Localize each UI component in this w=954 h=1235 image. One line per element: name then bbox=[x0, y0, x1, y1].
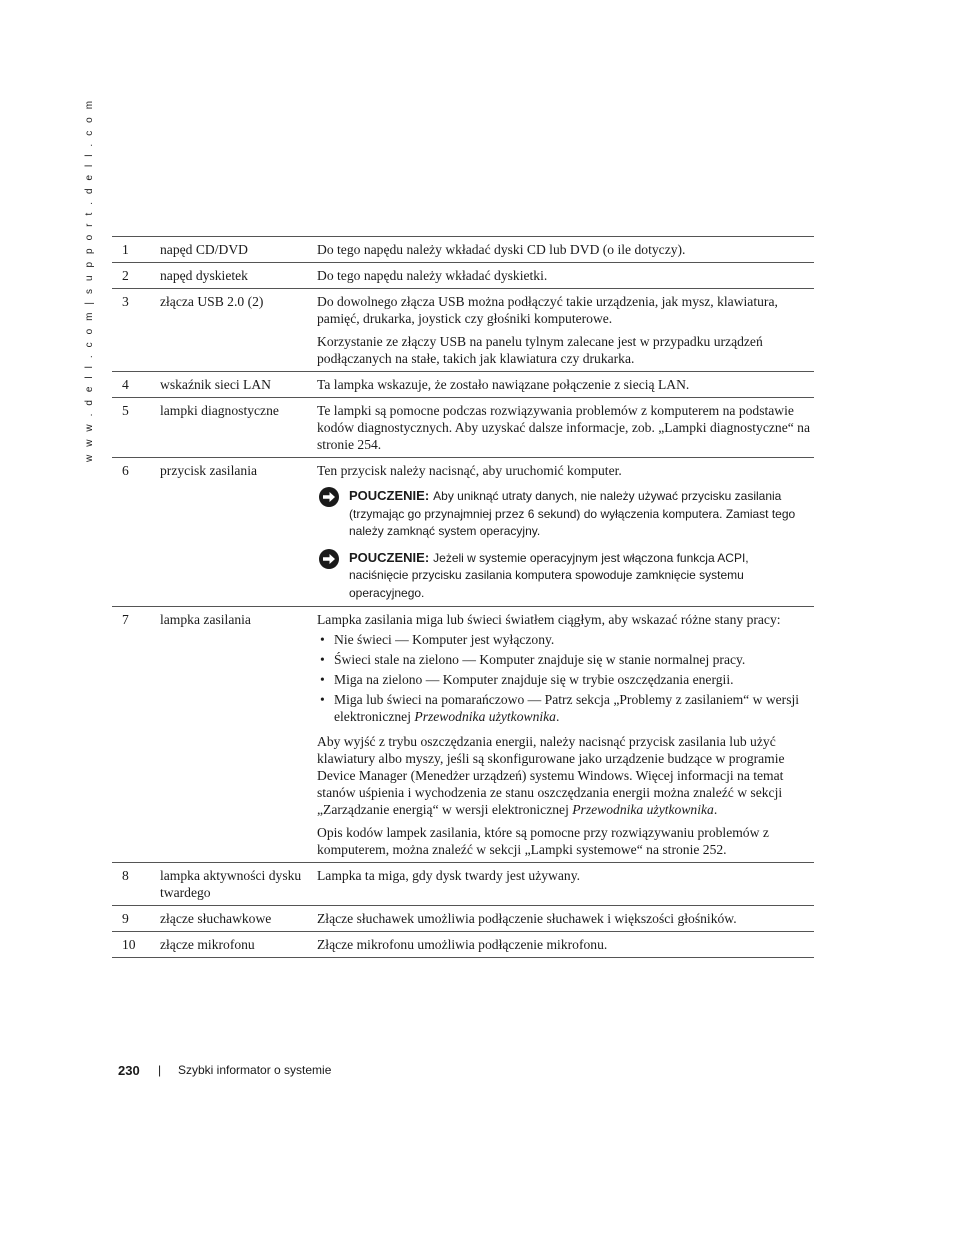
row-name: złącze mikrofonu bbox=[160, 932, 317, 958]
row-name: lampka zasilania bbox=[160, 607, 317, 863]
row-number: 8 bbox=[112, 863, 160, 906]
para-end: . bbox=[713, 802, 718, 817]
description-text: Opis kodów lampek zasilania, które są pomocne przy rozwiązywaniu problemów z komputerem, można znaleźć w sekcji „Lampki systemowe“ na stronie 252. bbox=[317, 825, 769, 857]
row-description bbox=[317, 906, 814, 932]
notice-text: Aby uniknąć utraty danych, nie należy używać przycisku zasilania (trzymając go przynajmniej przez 6 sekund) do wyłączenia komputera. Zamiast tego należy zamknąć system operacyjny. bbox=[349, 489, 796, 538]
table-row bbox=[112, 372, 814, 398]
table-row bbox=[112, 237, 814, 263]
guide-title: Przewodnika użytkownika bbox=[572, 802, 714, 817]
row-name: napęd CD/DVD bbox=[160, 237, 317, 263]
row-number: 6 bbox=[112, 458, 160, 607]
row-name: lampki diagnostyczne bbox=[160, 398, 317, 458]
list-item-text: Miga lub świeci na pomarańczowo — Patrz sekcja „Problemy z zasilaniem“ w wersji elektronicznej bbox=[334, 692, 800, 724]
description-text: Lampka zasilania miga lub świeci światłem ciągłym, aby wskazać różne stany pracy: bbox=[317, 612, 781, 627]
row-number: 9 bbox=[112, 906, 160, 932]
row-number: 10 bbox=[112, 932, 160, 958]
page-number: 230 bbox=[118, 1063, 140, 1078]
table-row bbox=[112, 932, 814, 958]
row-description bbox=[317, 458, 814, 607]
description-text: Ten przycisk należy nacisnąć, aby uruchomić komputer. bbox=[317, 463, 622, 478]
notice-label: POUCZENIE: bbox=[349, 488, 430, 503]
notice-label: POUCZENIE: bbox=[349, 549, 430, 565]
footer-separator: | bbox=[158, 1063, 162, 1077]
notice-box bbox=[317, 487, 810, 541]
notice-arrow-icon bbox=[319, 549, 339, 569]
row-name: napęd dyskietek bbox=[160, 263, 317, 289]
notice-box bbox=[317, 549, 810, 603]
notice-arrow-icon bbox=[319, 487, 339, 507]
description-text: Te lampki są pomocne podczas rozwiązywania problemów z komputerem na podstawie kodów diagnostycznych. Aby uzyskać dalsze informacje, zob. „Lampki diagnostyczne“ na stronie 254. bbox=[317, 403, 810, 452]
table-row bbox=[112, 458, 814, 607]
row-name: przycisk zasilania bbox=[160, 458, 317, 607]
list-item-end: . bbox=[555, 709, 560, 724]
guide-title: Przewodnika użytkownika bbox=[414, 709, 556, 724]
row-description bbox=[317, 237, 814, 263]
row-name: wskaźnik sieci LAN bbox=[160, 372, 317, 398]
row-description bbox=[317, 263, 814, 289]
description-text: Do tego napędu należy wkładać dyski CD lub DVD (o ile dotyczy). bbox=[317, 242, 686, 257]
table-row bbox=[112, 906, 814, 932]
row-name: złącze słuchawkowe bbox=[160, 906, 317, 932]
row-description bbox=[317, 289, 814, 372]
table-row bbox=[112, 607, 814, 863]
table-row bbox=[112, 863, 814, 906]
table-row bbox=[112, 263, 814, 289]
row-number: 7 bbox=[112, 607, 160, 863]
notice-text: Jeżeli w systemie operacyjnym jest włączona funkcja ACPI, naciśnięcie przycisku zasilania komputera spowoduje zamknięcie systemu operacyjnego. bbox=[349, 550, 749, 600]
description-text: Złącze słuchawek umożliwia podłączenie słuchawek i większości głośników. bbox=[317, 911, 737, 926]
row-description bbox=[317, 372, 814, 398]
description-text: Lampka ta miga, gdy dysk twardy jest używany. bbox=[317, 868, 581, 883]
power-state-list bbox=[317, 631, 810, 725]
description-text bbox=[317, 733, 810, 818]
row-description bbox=[317, 607, 814, 863]
table-row bbox=[112, 289, 814, 372]
row-name: złącza USB 2.0 (2) bbox=[160, 289, 317, 372]
description-text: Ta lampka wskazuje, że zostało nawiązane połączenie z siecią LAN. bbox=[317, 377, 690, 392]
description-text: Korzystanie ze złączy USB na panelu tylnym zalecane jest w przypadku urządzeń podłączanych na stałe, takich jak klawiatura czy drukarka. bbox=[317, 334, 763, 366]
components-table bbox=[112, 236, 814, 958]
description-text: Do tego napędu należy wkładać dyskietki. bbox=[317, 268, 548, 283]
row-number: 3 bbox=[112, 289, 160, 372]
row-number: 4 bbox=[112, 372, 160, 398]
table-row bbox=[112, 398, 814, 458]
row-description bbox=[317, 932, 814, 958]
side-url: w w w . d e l l . c o m | s u p p o r t . d e l l . c o m bbox=[84, 98, 95, 462]
list-item: • Nie świeci — Komputer jest wyłączony. bbox=[317, 631, 810, 648]
list-item: • Miga na zielono — Komputer znajduje się w trybie oszczędzania energii. bbox=[317, 671, 810, 688]
list-item bbox=[317, 691, 810, 725]
row-number: 5 bbox=[112, 398, 160, 458]
description-text: Do dowolnego złącza USB można podłączyć takie urządzenia, jak mysz, klawiatura, pamięć, drukarka, joystick czy głośniki komputerowe. bbox=[317, 294, 778, 326]
row-name: lampka aktywności dysku twardego bbox=[160, 863, 317, 906]
description-text: Złącze mikrofonu umożliwia podłączenie mikrofonu. bbox=[317, 937, 608, 952]
row-description bbox=[317, 398, 814, 458]
row-number: 1 bbox=[112, 237, 160, 263]
list-item: • Świeci stale na zielono — Komputer znajduje się w stanie normalnej pracy. bbox=[317, 651, 810, 668]
row-description bbox=[317, 863, 814, 906]
para-text: Aby wyjść z trybu oszczędzania energii, należy nacisnąć przycisk zasilania lub użyć klawiatury albo myszy, jeśli są skonfigurowane jako urządzenie budzące w programie Device Manager (Menedżer urządzeń) systemu Windows. Więcej informacji na temat stanów uśpienia i wychodzenia ze stanu oszczędzania energii można znaleźć w sekcji „Zarządzanie energią“ w wersji elektronicznej bbox=[317, 734, 785, 817]
chapter-title: Szybki informator o systemie bbox=[178, 1063, 332, 1077]
row-number: 2 bbox=[112, 263, 160, 289]
